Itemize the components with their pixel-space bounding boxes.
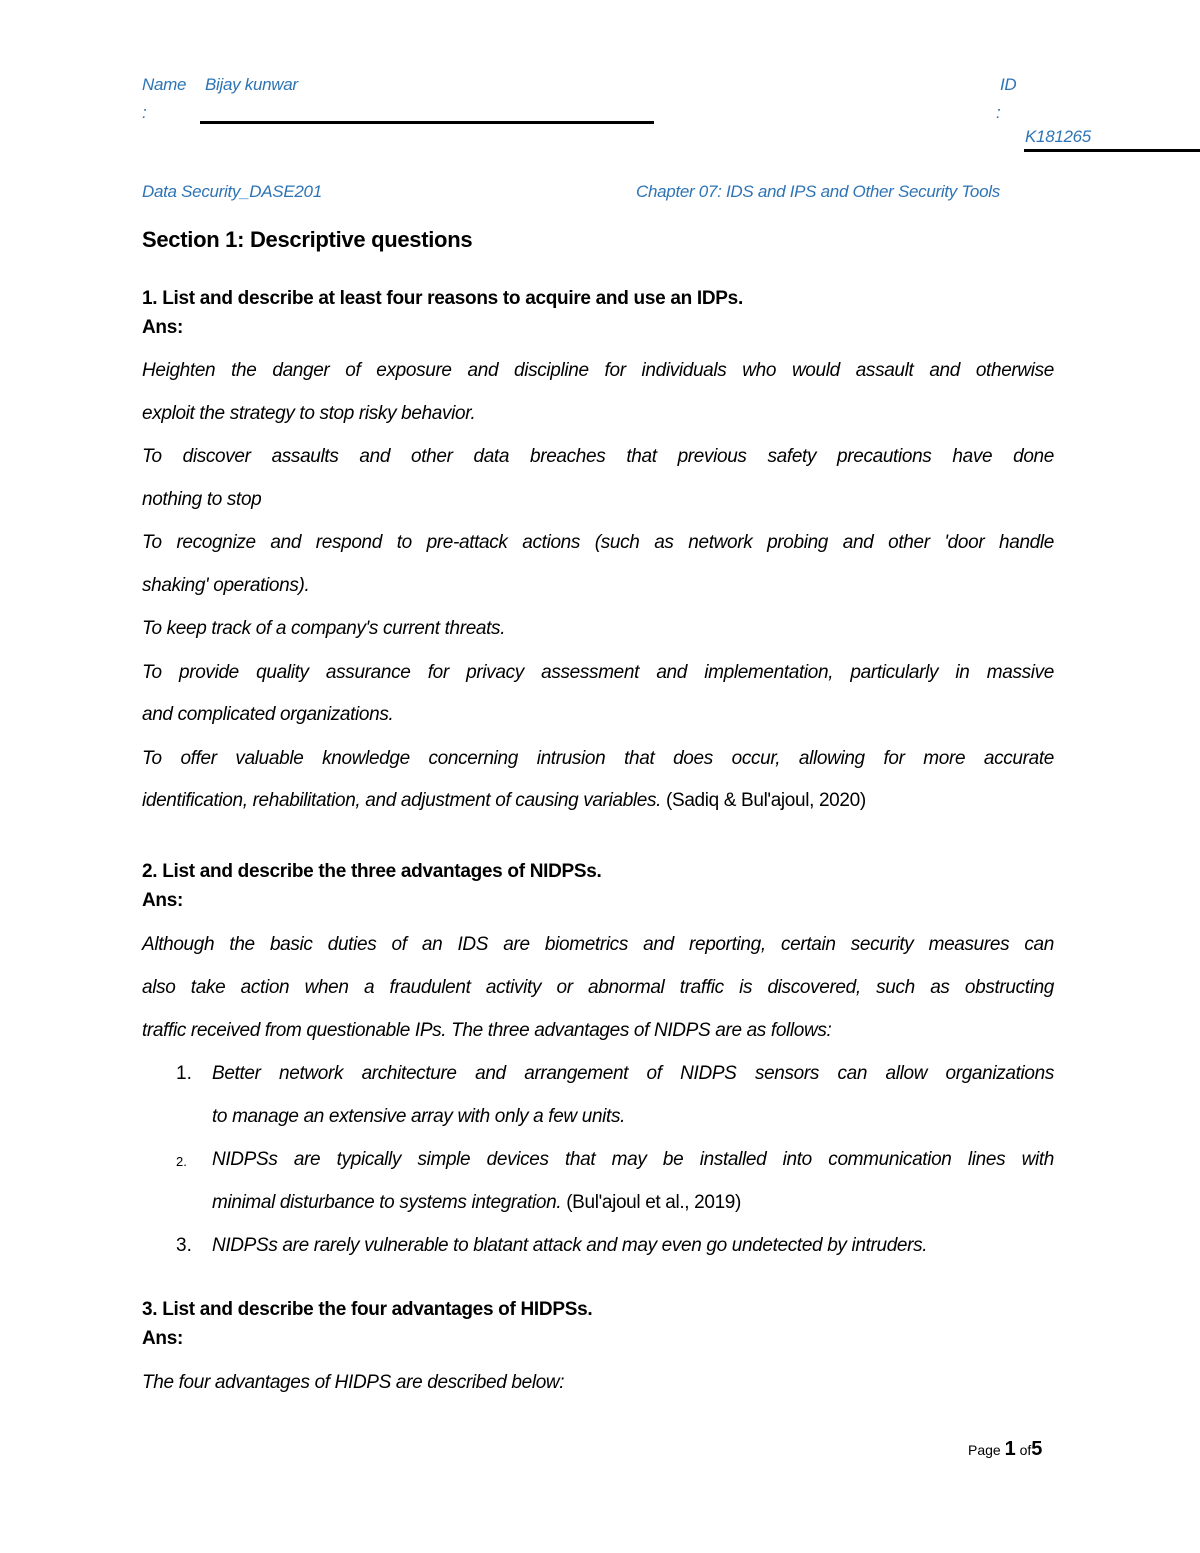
answer-line: To offer valuable knowledge concerning intrusion that does occur, allowing for more accurate (142, 748, 1054, 769)
answer-line: traffic received from questionable IPs. The three advantages of NIDPS are as follows: (142, 1020, 832, 1041)
current-page: 1 (1004, 1438, 1016, 1460)
answer-line: The four advantages of HIDPS are described below: (142, 1372, 565, 1393)
answer-label-2: Ans: (142, 890, 184, 911)
list-item-line (212, 1191, 1054, 1215)
answer-label-3: Ans: (142, 1328, 184, 1349)
answer-line: To provide quality assurance for privacy assessment and implementation, particularly in massive (142, 662, 1054, 683)
answer-line: exploit the strategy to stop risky behavior. (142, 403, 476, 424)
id-underline (1024, 149, 1200, 152)
id-label: ID (1000, 75, 1017, 94)
chapter-title: Chapter 07: IDS and IPS and Other Security Tools (636, 182, 1000, 201)
list-number: 2. (176, 1154, 187, 1169)
list-item-text: minimal disturbance to systems integration. (212, 1192, 562, 1213)
question-3: 3. List and describe the four advantages of HIDPSs. (142, 1299, 593, 1320)
name-colon: : (142, 103, 147, 122)
course-code: Data Security_DASE201 (142, 182, 322, 201)
answer-line: To discover assaults and other data breaches that previous safety precautions have done (142, 446, 1054, 467)
student-name: Bijay kunwar (205, 75, 298, 94)
of-word: of (1019, 1442, 1032, 1458)
list-item-line: NIDPSs are typically simple devices that may be installed into communication lines with (212, 1149, 1054, 1170)
name-underline (200, 121, 654, 124)
answer-line: also take action when a fraudulent activity or abnormal traffic is discovered, such as obstructing (142, 977, 1054, 998)
answer-line (142, 789, 1054, 813)
question-2: 2. List and describe the three advantages of NIDPSs. (142, 861, 602, 882)
page-number (968, 1438, 1042, 1461)
answer-line: Although the basic duties of an IDS are biometrics and reporting, certain security measures can (142, 934, 1054, 955)
id-colon: : (996, 103, 1001, 122)
citation: (Bul'ajoul et al., 2019) (561, 1192, 741, 1213)
page-word: Page (968, 1442, 1001, 1458)
answer-line: To recognize and respond to pre-attack actions (such as network probing and other 'door handle (142, 532, 1054, 553)
answer-line: Heighten the danger of exposure and discipline for individuals who would assault and otherwise (142, 360, 1054, 381)
student-id: K181265 (1025, 127, 1091, 146)
total-pages: 5 (1031, 1438, 1043, 1460)
answer-label-1: Ans: (142, 317, 184, 338)
section-title: Section 1: Descriptive questions (142, 227, 473, 252)
answer-line: and complicated organizations. (142, 704, 394, 725)
question-1: 1. List and describe at least four reasons to acquire and use an IDPs. (142, 288, 743, 309)
answer-text: identification, rehabilitation, and adjustment of causing variables. (142, 790, 662, 811)
answer-line: To keep track of a company's current threats. (142, 618, 506, 639)
citation: (Sadiq & Bul'ajoul, 2020) (661, 790, 866, 811)
list-number: 1. (176, 1063, 192, 1084)
answer-line: shaking' operations). (142, 575, 310, 596)
list-item-line: NIDPSs are rarely vulnerable to blatant attack and may even go undetected by intruders. (212, 1235, 928, 1256)
list-number: 3. (176, 1235, 192, 1256)
answer-line: nothing to stop (142, 489, 262, 510)
list-item-line: Better network architecture and arrangement of NIDPS sensors can allow organizations (212, 1063, 1054, 1084)
name-label: Name (142, 75, 187, 94)
list-item-line: to manage an extensive array with only a few units. (212, 1106, 626, 1127)
